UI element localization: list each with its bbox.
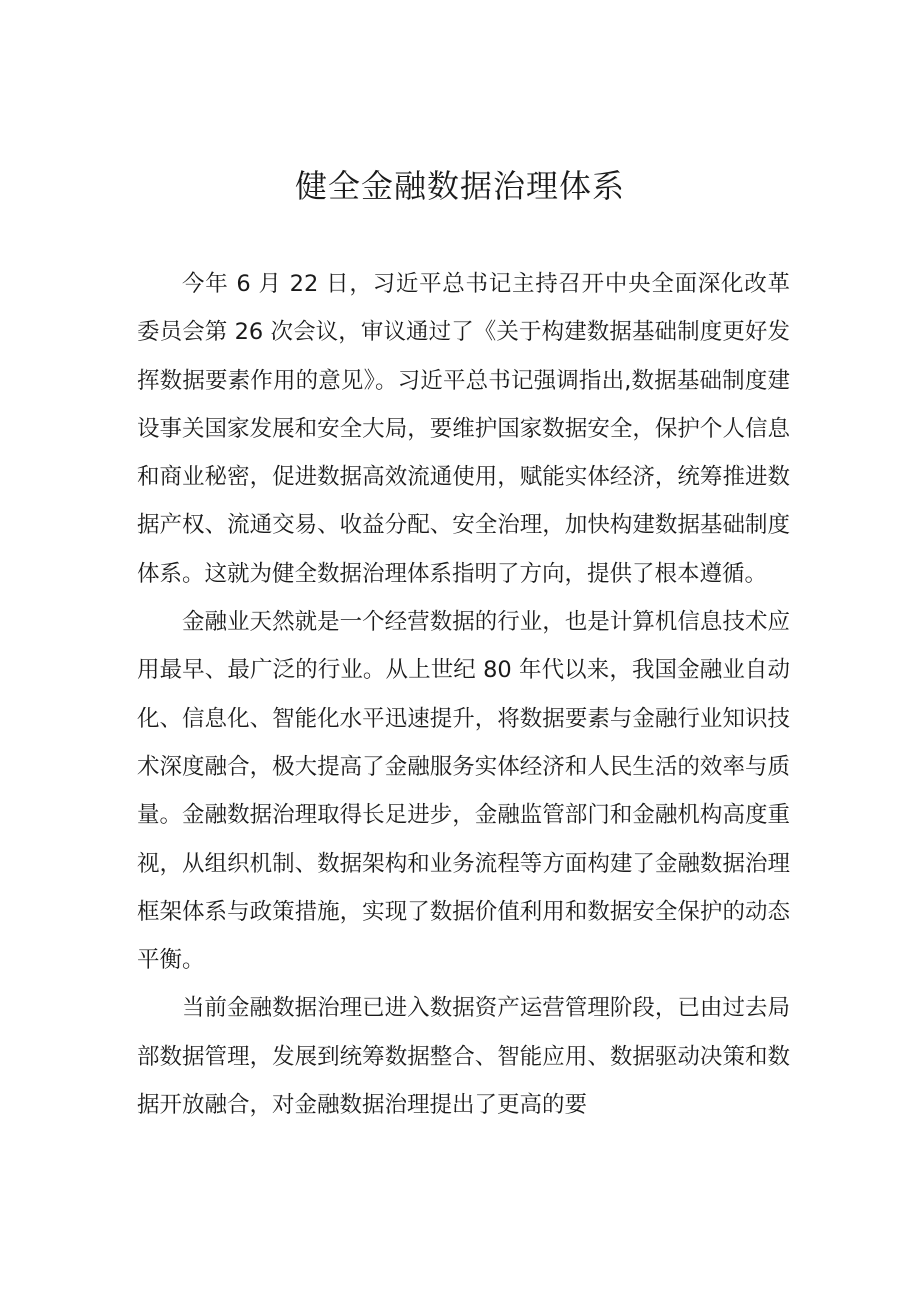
document-body [137, 260, 790, 1129]
paragraph-2: 金融业天然就是一个经营数据的行业，也是计算机信息技术应用最早、最广泛的行业。从上世纪 80 年代以来，我国金融业自动化、信息化、智能化水平迅速提升，将数据要素与金融行业知识技术深度融合，极大提高了金融服务实体经济和人民生活的效率与质量。金融数据治理取得长足进步，金融监管部门和金融机构高度重视，从组织机制、数据架构和业务流程等方面构建了金融数据治理框架体系与政策措施，实现了数据价值利用和数据安全保护的动态平衡。 [137, 609, 790, 974]
document-title: 健全金融数据治理体系 [294, 167, 625, 205]
paragraph-1: 今年 6 月 22 日，习近平总书记主持召开中央全面深化改革委员会第 26 次会议，审议通过了《关于构建数据基础制度更好发挥数据要素作用的意见》。习近平总书记强调指出,数据基础制度建设事关国家发展和安全大局，要维护国家数据安全，保护个人信息和商业秘密，促进数据高效流通使用，赋能实体经济，统筹推进数据产权、流通交易、收益分配、安全治理，加快构建数据基础制度体系。这就为健全数据治理体系指明了方向，提供了根本遵循。 [137, 271, 790, 587]
paragraph-3: 当前金融数据治理已进入数据资产运营管理阶段，已由过去局部数据管理，发展到统筹数据整合、智能应用、数据驱动决策和数据开放融合，对金融数据治理提出了更高的要 [137, 995, 790, 1119]
